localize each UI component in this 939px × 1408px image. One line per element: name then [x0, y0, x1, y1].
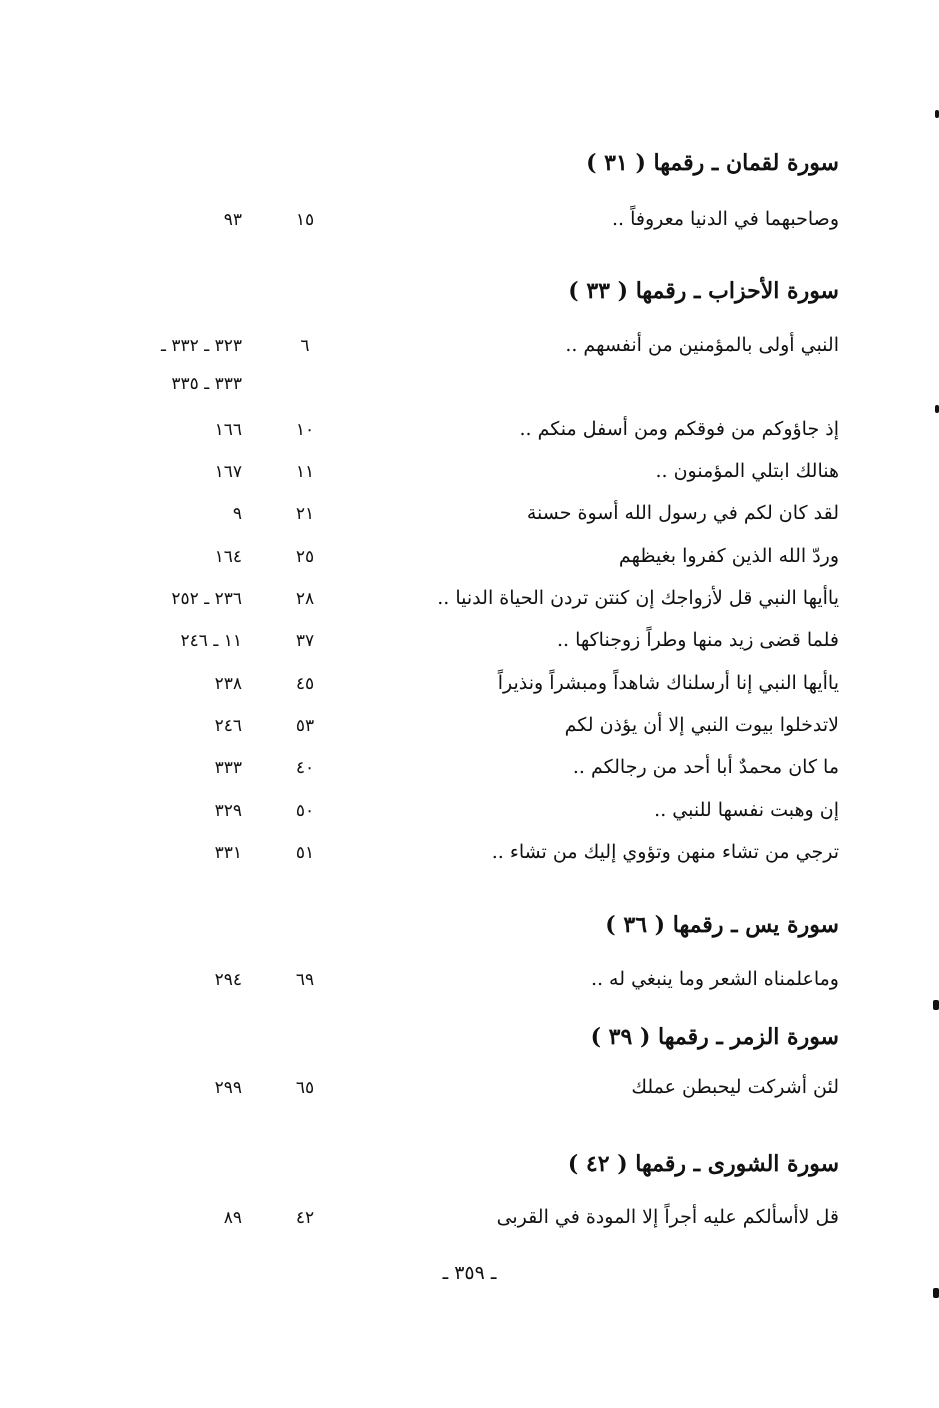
page-reference: ١٦٧ [214, 462, 242, 482]
ayah-number: ٥٠ [295, 801, 315, 821]
page-reference: ٨٩ [223, 1208, 242, 1228]
ayah-number: ٣٧ [295, 631, 315, 651]
verse-text: قل لاأسألكم عليه أجراً إلا المودة في القربى [496, 1206, 839, 1228]
page-reference: ٣٣٣ [214, 758, 242, 778]
surah-heading-ahzab: سورة الأحزاب ـ رقمها ( ٣٣ ) [568, 278, 839, 304]
ayah-number: ٤٢ [295, 1208, 315, 1228]
ayah-number: ٢٨ [295, 589, 315, 609]
ayah-number: ١٠ [295, 420, 315, 440]
verse-text: فلما قضى زيد منها وطراً زوجناكها .. [556, 629, 839, 651]
verse-text: لقد كان لكم في رسول الله أسوة حسنة [526, 502, 839, 524]
surah-heading-shura: سورة الشورى ـ رقمها ( ٤٢ ) [567, 1151, 839, 1177]
page-reference: ٣٢٣ ـ ٣٣٢ ـ [161, 336, 242, 356]
ayah-number: ٦٥ [295, 1078, 315, 1098]
verse-text: ياأيها النبي قل لأزواجك إن كنتن تردن الحياة الدنيا .. [437, 587, 839, 609]
ayah-number: ٦٩ [295, 970, 315, 990]
verse-text: لئن أشركت ليحبطن عملك [631, 1076, 839, 1098]
ayah-number: ٥١ [295, 843, 315, 863]
page-reference: ٢٤٦ [214, 716, 242, 736]
ayah-number: ١١ [295, 462, 315, 482]
verse-text: النبي أولى بالمؤمنين من أنفسهم .. [565, 334, 839, 356]
scan-edge-mark [935, 110, 939, 118]
page-reference: ٢٣٦ ـ ٢٥٢ [171, 589, 242, 609]
ayah-number: ١٥ [295, 210, 315, 230]
page-reference: ٣٢٩ [214, 801, 242, 821]
ayah-number: ٥٣ [295, 716, 315, 736]
page-reference: ٩ [232, 504, 242, 524]
page-reference: ١٦٦ [214, 420, 242, 440]
page-reference: ٩٣ [223, 210, 242, 230]
page-reference: ٣٣١ [214, 843, 242, 863]
verse-text: إذ جاؤوكم من فوقكم ومن أسفل منكم .. [519, 418, 839, 440]
verse-text: هنالك ابتلي المؤمنون .. [655, 460, 839, 482]
ayah-number: ٤٥ [295, 674, 315, 694]
surah-heading-zumar: سورة الزمر ـ رقمها ( ٣٩ ) [590, 1024, 839, 1050]
page-number: ـ ٣٥٩ ـ [442, 1262, 497, 1284]
ayah-number: ٤٠ [295, 758, 315, 778]
scan-edge-mark [933, 1000, 939, 1010]
verse-text: لاتدخلوا بيوت النبي إلا أن يؤذن لكم [564, 714, 839, 736]
scan-edge-mark [933, 1288, 939, 1298]
surah-heading-yasin: سورة يس ـ رقمها ( ٣٦ ) [605, 912, 839, 938]
verse-text: ياأيها النبي إنا أرسلناك شاهداً ومبشراً ونذيراً [497, 672, 839, 694]
verse-text: ما كان محمدٌ أبا أحد من رجالكم .. [572, 756, 839, 778]
page-reference: ٢٩٩ [214, 1078, 242, 1098]
ayah-number: ٢١ [295, 504, 315, 524]
page-reference: ١٦٤ [214, 547, 242, 567]
verse-text: وردّ الله الذين كفروا بغيظهم [618, 545, 839, 567]
page-reference-continued: ٣٣٣ ـ ٣٣٥ [171, 374, 242, 394]
surah-heading-luqman: سورة لقمان ـ رقمها ( ٣١ ) [586, 150, 839, 176]
verse-text: وماعلمناه الشعر وما ينبغي له .. [590, 968, 839, 990]
ayah-number: ٢٥ [295, 547, 315, 567]
scan-edge-mark [935, 405, 939, 413]
verse-text: وصاحبهما في الدنيا معروفاً .. [612, 208, 839, 230]
verse-text: ترجي من تشاء منهن وتؤوي إليك من تشاء .. [491, 841, 839, 863]
verse-text: إن وهبت نفسها للنبي .. [654, 799, 839, 821]
page-reference: ١١ ـ ٢٤٦ [180, 631, 242, 651]
page-reference: ٢٩٤ [214, 970, 242, 990]
ayah-number: ٦ [300, 336, 310, 356]
page-reference: ٢٣٨ [214, 674, 242, 694]
